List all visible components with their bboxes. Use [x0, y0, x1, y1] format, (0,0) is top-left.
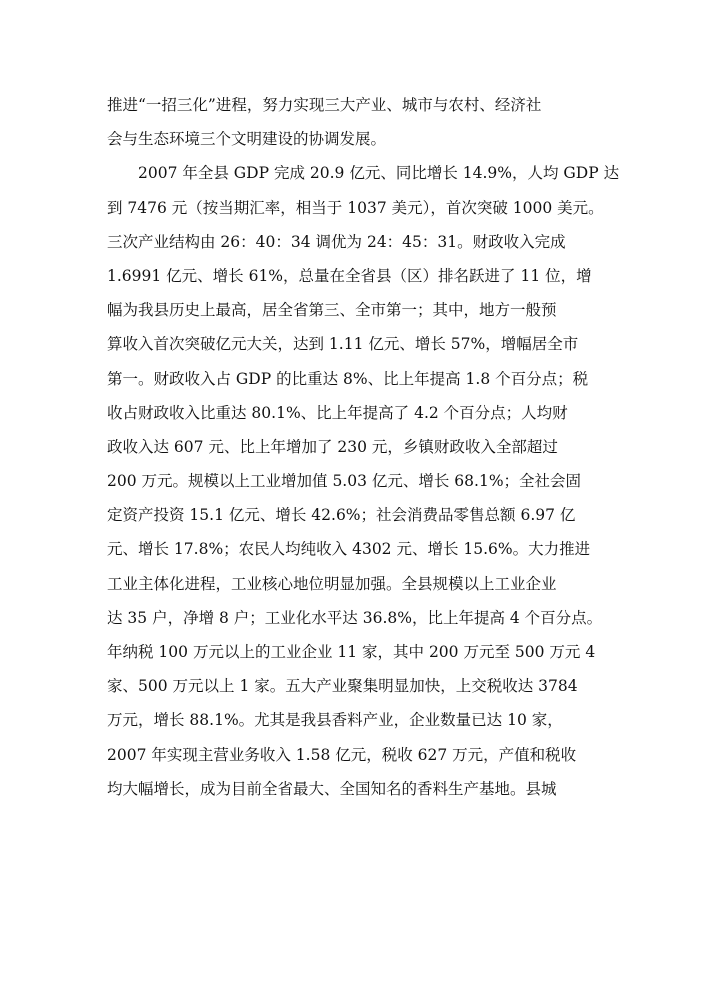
text-line: 达 35 户，净增 8 户；工业化水平达 36.8%，比上年提高 4 个百分点。	[107, 608, 603, 627]
text-line: 三次产业结构由 26：40：34 调优为 24：45：31。财政收入完成	[107, 232, 566, 251]
text-line: 收占财政收入比重达 80.1%、比上年提高了 4.2 个百分点；人均财	[107, 403, 568, 422]
text-line: 第一。财政收入占 GDP 的比重达 8%、比上年提高 1.8 个百分点；税	[107, 369, 589, 388]
text-line: 元、增长 17.8%；农民人均纯收入 4302 元、增长 15.6%。大力推进	[107, 540, 591, 559]
text-line: 家、500 万元以上 1 家。五大产业聚集明显加快，上交税收达 3784	[107, 677, 578, 696]
text-line: 年纳税 100 万元以上的工业企业 11 家，其中 200 万元至 500 万元 4	[107, 643, 596, 661]
text-line: 万元，增长 88.1%。尤其是我县香料产业，企业数量已达 10 家，	[107, 711, 563, 730]
text-line: 会与生态环境三个文明建设的协调发展。	[107, 130, 387, 149]
text-line: 均大幅增长，成为目前全省最大、全国知名的香料生产基地。县城	[107, 779, 557, 798]
text-line: 2007 年实现主营业务收入 1.58 亿元，税收 627 万元，产值和税收	[107, 745, 577, 764]
text-line: 算收入首次突破亿元大关，达到 1.11 亿元、增长 57%，增幅居全市	[107, 335, 579, 354]
text-line: 政收入达 607 元、比上年增加了 230 元，乡镇财政收入全部超过	[107, 437, 558, 456]
paragraph-first-line: 2007 年全县 GDP 完成 20.9 亿元、同比增长 14.9%，人均 GDP 达	[138, 164, 620, 183]
text-line: 工业主体化进程，工业核心地位明显加强。全县规模以上工业企业	[107, 574, 557, 593]
text-line: 200 万元。规模以上工业增加值 5.03 亿元、增长 68.1%；全社会固	[107, 472, 582, 491]
text-line: 到 7476 元（按当期汇率，相当于 1037 美元），首次突破 1000 美元。	[107, 198, 604, 217]
body-text	[107, 88, 620, 806]
text-line: 1.6991 亿元、增长 61%，总量在全省县（区）排名跃进了 11 位，增	[107, 266, 592, 285]
text-line: 幅为我县历史上最高，居全省第三、全市第一；其中，地方一般预	[107, 301, 557, 320]
text-line: 定资产投资 15.1 亿元、增长 42.6%；社会消费品零售总额 6.97 亿	[107, 506, 576, 525]
text-line: 推进“一招三化”进程，努力实现三大产业、城市与农村、经济社	[107, 96, 542, 114]
